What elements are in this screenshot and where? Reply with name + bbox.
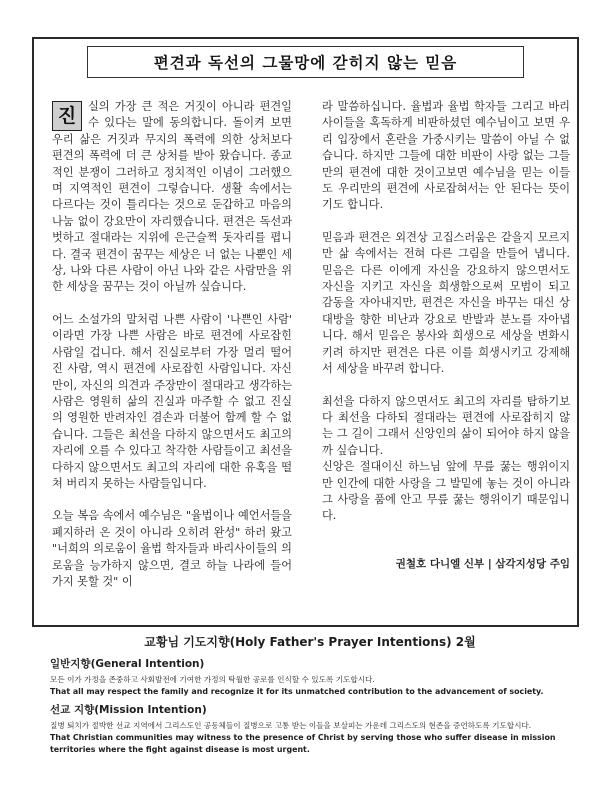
mission-intention-heading: 선교 지향(Mission Intention) [50,704,207,716]
drop-cap: 진 [52,101,82,131]
left-column [52,99,292,606]
article-title: 편견과 독선의 그물망에 갇히지 않는 믿음 [87,46,524,78]
general-intention-korean: 모든 이가 가정을 존중하고 사회발전에 기여한 가정의 탁월한 공로를 인식할 수 있도록 기도합시다. [50,675,375,684]
prayer-intentions [50,633,570,758]
mission-intention-english: That Christian communities may witness to the presence of Christ by serving those who suffer disease in mission territories where the fight against disease is most urgent. [50,733,556,754]
paragraph: 라 말씀하십니다. 율법과 율법 학자들 그리고 바리사이들을 혹독하게 비판하셨던 예수님이고 보면 우리 입장에서 혼란을 가중시키는 말씀이 아닐 수 없습니다. 하지만 그들에 대한 비판이 사랑 없는 그들만의 편견에 대한 것이고보면 예수님을 믿는 이들도 우리만의 편견에 사로잡혀서는 안 된다는 뜻이기도 합니다. [322,100,570,212]
paragraph [52,99,292,296]
paragraph: 믿음과 편견은 외견상 고집스러움은 같을지 모르지만 삶 속에서는 전혀 다른 그림을 만들어 냅니다. 믿음은 다른 이에게 자신을 강요하지 않으면서도 자신을 지키고 자신을 희생함으로써 모범이 되고 감동을 자아내지만, 편견은 자신을 바꾸는 대신 상대방을 향한 비난과 강요로 반발과 분노를 자아냅니다. 해서 믿음은 봉사와 희생으로 세상을 변화시키려 하지만 편견은 다른 이를 희생시키고 강제해서 세상을 바꾸려 합니다. [322,230,570,376]
author-signature: 권철호 다니엘 신부 | 삼각지성당 주임 [395,558,570,570]
paragraph: 신앙은 절대이신 하느님 앞에 무릎 꿇는 행위이지만 인간에 대한 사랑을 그 발밑에 놓는 것이 아니라 그 사랑을 품에 안고 무릎 꿇는 행위이기 때문입니다. [322,460,570,523]
mission-intention-korean: 질병 퇴치가 절박한 선교 지역에서 그리스도인 공동체들이 질병으로 고통 받는 이들을 보살피는 가운데 그리스도의 현존을 증언하도록 기도합시다. [50,721,532,730]
general-intention-english: That all may respect the family and recognize it for its unmatched contribution to the advancement of society. [50,687,544,696]
paragraph: 오늘 복음 속에서 예수님은 "율법이나 예언서들을 폐지하러 온 것이 아니라 오히려 완성" 하러 왔고 "너희의 의로움이 율법 학자들과 바리사이들의 의로움을 능가하지 않으면, 결코 하늘 나라에 들어가지 못할 것" 이 [52,509,292,588]
prayer-title: 교황님 기도지향(Holy Father's Prayer Intentions) 2월 [144,635,476,649]
paragraph: 어느 소설가의 말처럼 나쁜 사람이 '나쁜인 사람' 이라면 가장 나쁜 사람은 바로 편견에 사로잡힌 사람일 겁니다. 해서 진실로부터 가장 멀리 떨어진 사람, 역시 편견에 사로잡힌 사람입니다. 자신만이, 자신의 의견과 주장만이 절대라고 생각하는 사람은 영원히 삶의 진실과 마주할 수 없고 진실의 영원한 반려자인 겸손과 더불어 함께 할 수 없습니다. 그들은 최선을 다하지 않으면서도 최고의 자리에 오를 수 있다고 착각한 사람들이고 최선을 다하지 않으면서도 최고의 자리에 대한 유혹을 떨쳐 버리지 못하는 사람들입니다. [52,312,292,490]
right-column [322,99,570,541]
paragraph-text: 실의 가장 큰 적은 거짓이 아니라 편견일 수 있다는 말에 동의합니다. 돌이켜 보면 우리 삶은 거짓과 무지의 폭력에 의한 상처보다 편견의 폭력에 더 큰 상처를 받아 왔습니다. 종교적인 분쟁이 그러하고 정치적인 이념이 그러했으며 지역적인 편견이 그렇습니다. 생활 속에서는 다르다는 것이 틀리다는 것으로 둔갑하고 마음의 나눔 없이 강요만이 자리했습니다. 편견은 독선과 벗하고 절대라는 지위에 은근슬쩍 돗자리를 폅니다. 결국 편견이 꿈꾸는 세상은 너 없는 나뿐인 세상, 나와 다른 사람이 아닌 나와 같은 사람만을 위한 세상을 꿈꾸는 것이 아닐까 싶습니다. [52,100,292,294]
paragraph: 최선을 다하지 않으면서도 최고의 자리를 탐하기보다 최선을 다하되 절대라는 편견에 사로잡히지 않는 그 길이 그래서 신앙인의 삶이 되어야 하지 않을까 싶습니다. [322,394,570,457]
general-intention-heading: 일반지향(General Intention) [50,658,205,670]
